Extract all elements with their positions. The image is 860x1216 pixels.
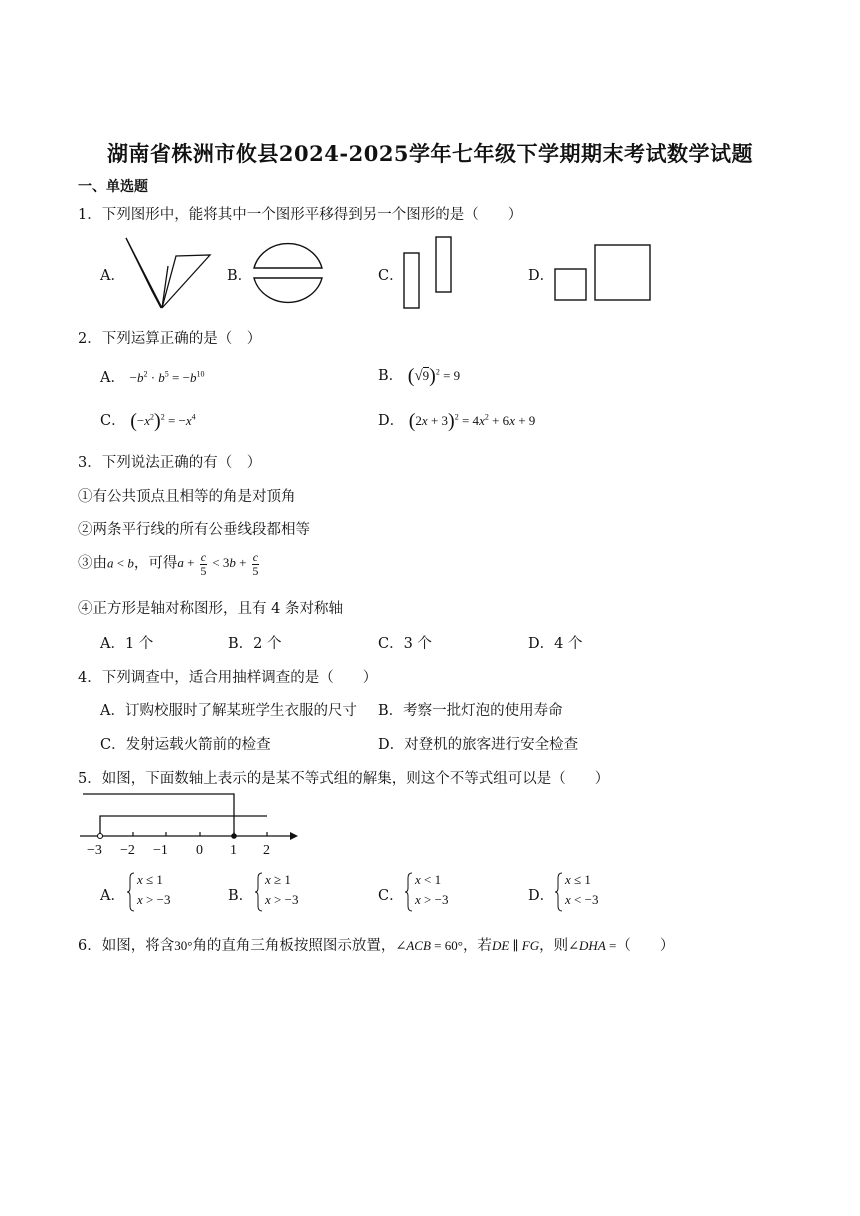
q6-angle-dha: ∠DHA = (568, 938, 617, 953)
q1-option-c-label: C． (378, 268, 404, 284)
question-3-stem: 3．下列说法正确的有（ ） (78, 455, 262, 471)
q3-option-d: D．4 个 (528, 636, 583, 652)
q5-tick-0: 0 (196, 843, 203, 858)
q5-option-d-label: D． (528, 888, 555, 904)
question-2-stem: 2．下列运算正确的是（ ） (78, 331, 262, 347)
q5-tick-neg1: −1 (153, 843, 168, 858)
q6-angle-acb: ∠ACB = 60° (395, 938, 463, 953)
q6-parallel: DE ∥ FG (491, 938, 540, 953)
q5-option-b-system: x ≥ 1 x > −3 (255, 870, 298, 910)
q3-option-c: C．3 个 (378, 636, 432, 652)
q6-stem-part-b: 角的直角三角板按照图示放置， (192, 938, 396, 954)
q2-option-b-label: B． (378, 368, 404, 384)
q4-option-d: D．对登机的旅客进行安全检查 (378, 737, 579, 753)
q2-option-c (100, 409, 196, 433)
question-4-stem: 4．下列调查中，适合用抽样调查的是（ ） (78, 670, 378, 686)
q3-condition: a < b (107, 555, 134, 571)
q2-option-c-expression: $(-x^2)^2 = -x^4$ (130, 410, 196, 432)
q3-statement-2: ②两条平行线的所有公垂线段都相等 (78, 522, 310, 538)
q6-stem-part-d: ，则 (539, 938, 569, 954)
q5-option-b-label: B． (228, 888, 254, 904)
q6-stem-part-e: （ ） (616, 938, 675, 954)
q2-option-d-label: D． (378, 413, 405, 429)
q5-option-c-label: C． (378, 888, 404, 904)
q3-option-b: B．2 个 (228, 636, 282, 652)
q4-option-c: C．发射运载火箭前的检查 (100, 737, 271, 753)
q5-option-a-label: A． (100, 888, 125, 904)
q3-option-a: A．1 个 (100, 636, 154, 652)
q3-statement-3-prefix: ③由 (78, 555, 107, 572)
q3-statement-3-mid: ，可得 (133, 555, 178, 572)
q1-option-a-label: A． (100, 268, 125, 284)
q1-option-b-figure (252, 241, 324, 307)
q5-option-c-system: x < 1 x > −3 (405, 870, 448, 910)
q5-option-d-system: x ≤ 1 x < −3 (555, 870, 598, 910)
q6-angle-30: 30° (174, 938, 193, 953)
q4-option-a: A．订购校服时了解某班学生衣服的尺寸 (100, 703, 357, 719)
q2-option-d (378, 409, 535, 433)
q2-option-a-label: A． (100, 370, 125, 386)
q1-option-a-figure (122, 236, 214, 310)
q1-option-b-label: B． (227, 268, 253, 284)
q5-tick-neg3: −3 (87, 843, 102, 858)
q2-option-c-label: C． (100, 413, 126, 429)
question-1-stem: 1．下列图形中，能将其中一个图形平移得到另一个图形的是（ ） (78, 207, 523, 223)
q3-inequality: a + $\frac{c}{5}$ < 3b + $\frac{c}{5}$ (177, 550, 259, 578)
q3-statement-4: ④正方形是轴对称图形，且有 4 条对称轴 (78, 601, 343, 617)
q5-tick-2: 2 (263, 843, 270, 858)
q2-option-a-expression: $-b^2 \cdot b^5 = -b^{10}$ (129, 369, 205, 385)
q1-option-d-label: D． (528, 268, 555, 284)
q5-tick-neg2: −2 (120, 843, 135, 858)
question-5-stem: 5．如图，下面数轴上表示的是某不等式组的解集，则这个不等式组可以是（ ） (78, 771, 610, 787)
q1-option-c-figure (402, 235, 454, 311)
section-heading: 一、单选题 (78, 179, 148, 195)
q1-option-d-figure (553, 243, 653, 303)
q5-tick-1: 1 (230, 843, 237, 858)
q3-statement-1: ①有公共顶点且相等的角是对顶角 (78, 489, 296, 505)
q2-option-d-expression: $(2x + 3)^2 = 4x^2 + 6x + 9$ (408, 410, 536, 432)
q6-stem-part-a: 6．如图，将含 (78, 938, 175, 954)
q3-statement-3 (78, 551, 261, 578)
q2-option-b (378, 364, 460, 388)
q2-option-a (100, 366, 204, 387)
question-6-stem (78, 934, 674, 955)
q5-option-a-system: x ≤ 1 x > −3 (127, 870, 170, 910)
page-title: 湖南省株洲市攸县2024-2025学年七年级下学期期末考试数学试题 (106, 141, 754, 166)
q2-option-b-expression: $(√9)^2 = 9$ (407, 365, 461, 387)
q6-stem-part-c: ，若 (462, 938, 492, 954)
q4-option-b: B．考察一批灯泡的使用寿命 (378, 703, 563, 719)
